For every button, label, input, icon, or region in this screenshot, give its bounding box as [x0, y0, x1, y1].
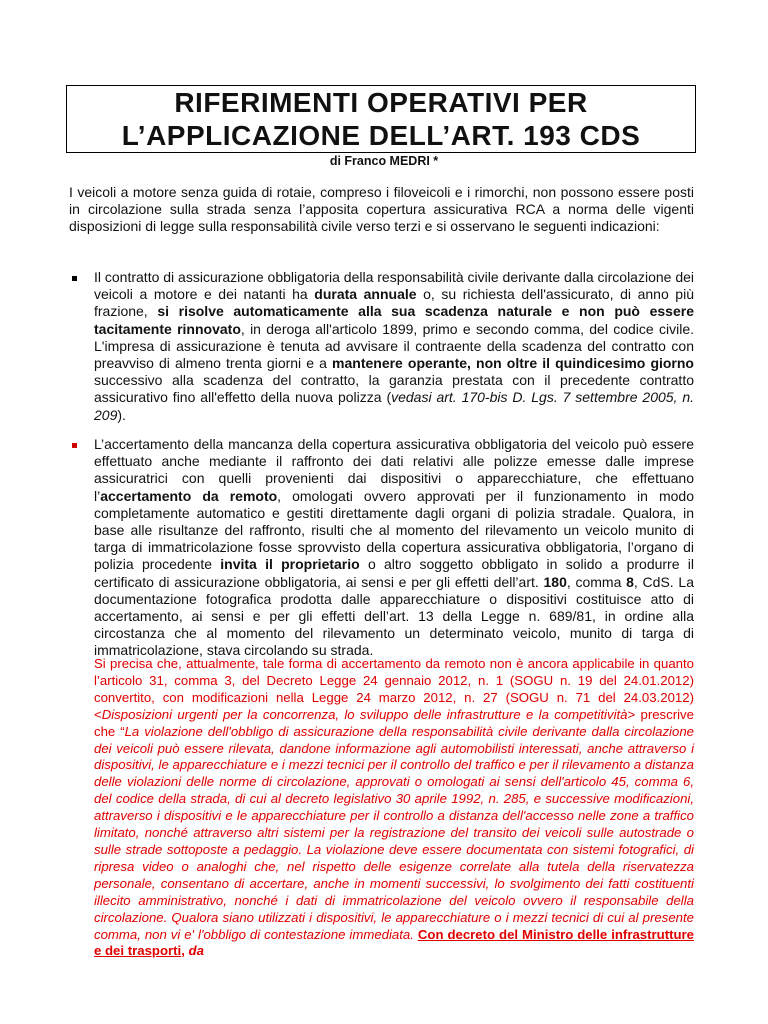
text-run: , omologati ovvero approvati per il funzionamento in modo completamente automatico e gestiti direttamente dagli organi di polizia stradale. Qualora, in base alle risultanze del raffronto, risulti che al momento del rilevamento un veicolo munito di targa di immatricolazione fosse sprovvisto della copertura assicurativa obbligatoria, l’organo di polizia procedente	[94, 487, 694, 573]
text-run: o altro soggetto obbligato in solido a produrre il certificato di assicurazione obbligatoria, ai sensi e per gli effetti dell’art.	[94, 556, 694, 590]
text-run: L’accertamento della mancanza della copertura assicurativa obbligatoria del veicolo può essere effettuato anche mediante il raffronto dei dati relativi alle polizze emesse dalle imprese assicuratrici con quelli provenienti dai dispositivi o apparecchiature, che effettuano l’	[94, 436, 694, 504]
bullet-marker-2	[72, 443, 77, 448]
red-text-run: > prescrive che “	[94, 706, 694, 739]
text-run: , in deroga all'articolo 1899, primo e secondo comma, del codice civile. L'impresa di assicurazione è tenuta ad avvisare il contraente della scadenza del contratto con preavviso di almeno trenta giorni e a	[94, 320, 694, 372]
list-item-1	[94, 269, 694, 424]
red-italic-run: Disposizioni urgenti per la concorrenza, lo sviluppo delle infrastrutture e la competitività	[101, 706, 628, 722]
bullet-marker-1	[72, 276, 77, 281]
red-note-paragraph	[94, 656, 694, 960]
red-text-run: ,	[181, 943, 189, 959]
red-bold-run: da	[188, 943, 204, 959]
text-run: , CdS. La documentazione fotografica prodotta dalle apparecchiature o dispositivi costituisce atto di accertamento, ai sensi e per gli effetti dell’art. 13 della Legge n. 689/81, in ordine alla circostanza che al momento del rilevamento un determinato veicolo, munito di targa di immatricolazione, stava circolando su strada.	[94, 573, 694, 659]
author-byline: di Franco MEDRI *	[329, 154, 439, 168]
text-run: successivo alla scadenza del contratto, la garanzia prestata con il precedente contratto assicurativo fino all'effetto della nuova polizza (	[94, 372, 694, 406]
text-run: Il contratto di assicurazione obbligatoria della responsabilità civile derivante dalla circolazione dei veicoli a motore e dei natanti ha	[94, 269, 695, 303]
title-line-1: RIFERIMENTI OPERATIVI PER	[174, 87, 588, 118]
red-underlined-run: Con decreto del Ministro delle infrastrutture e dei trasporti	[94, 926, 695, 959]
intro-paragraph: I veicoli a motore senza guida di rotaie, compreso i filoveicoli e i rimorchi, non possono essere posti in circolazione sulla strada senza l’apposita copertura assicurativa RCA a norma delle vigenti disposizioni di legge sulla responsabilità civile verso terzi e si osservano le seguenti indicazioni:	[69, 184, 694, 235]
bold-run: si risolve automaticamente alla sua scadenza naturale e non può essere tacitamente rinnovato	[94, 303, 694, 337]
bold-run: invita il proprietario	[220, 556, 360, 573]
red-text-run: Si precisa che, attualmente, tale forma di accertamento da remoto non è ancora applicabile in quanto l’articolo 31, comma 3, del Decreto Legge 24 gennaio 2012, n. 1 (SOGU n. 19 del 24.01.2012) convertito, con modificazioni nella Legge 24 marzo 2012, n. 27 (SOGU n. 71 del 24.03.2012) <	[94, 656, 694, 722]
list-item-2	[94, 436, 694, 660]
red-italic-quote: La violazione dell'obbligo di assicurazione della responsabilità civile derivante dalla circolazione dei veicoli può essere rilevata, dandone informazione agli automobilisti interessati, anche attraverso i dispositivi, le apparecchiature e i mezzi tecnici per il controllo del traffico e per il rilevamento a distanza delle violazioni delle norme di circolazione, approvati o omologati ai sensi dell'articolo 45, comma 6, del codice della strada, di cui al decreto legislativo 30 aprile 1992, n. 285, e successive modificazioni, attraverso i dispositivi e le apparecchiature per il controllo a distanza dell'accesso nelle zone a traffico limitato, nonché attraverso altri sistemi per la registrazione del transito dei veicoli sulle autostrade o sulle strade sottoposte a pedaggio. La violazione deve essere documentata con sistemi fotografici, di ripresa video o analoghi che, nel rispetto delle esigenze correlate alla tutela della riservatezza personale, consentano di accertare, anche in momenti successivi, lo svolgimento dei fatti costituenti illecito amministrativo, nonché i dati di immatricolazione del veicolo ovvero il responsabile della circolazione. Qualora siano utilizzati i dispositivi, le apparecchiature o i mezzi tecnici di cui al presente comma, non vi e' l'obbligo di contestazione immediata.	[94, 723, 694, 942]
bold-run: accertamento da remoto	[100, 487, 278, 504]
title-box	[66, 85, 696, 153]
bold-run: 8	[626, 573, 634, 590]
italic-run: vedasi art. 170-bis D. Lgs. 7 settembre 2005, n. 209	[94, 389, 695, 423]
bold-run: mantenere operante, non oltre il quindicesimo giorno	[332, 355, 694, 372]
bold-run: durata annuale	[314, 286, 417, 303]
text-run: , comma	[566, 573, 627, 590]
text-run: ).	[117, 406, 126, 423]
bold-run: 180	[543, 573, 567, 590]
text-run: o, su richiesta dell'assicurato, di anno più frazione,	[94, 286, 694, 320]
title-line-2: L’APPLICAZIONE DELL’ART. 193 CDS	[121, 120, 641, 151]
